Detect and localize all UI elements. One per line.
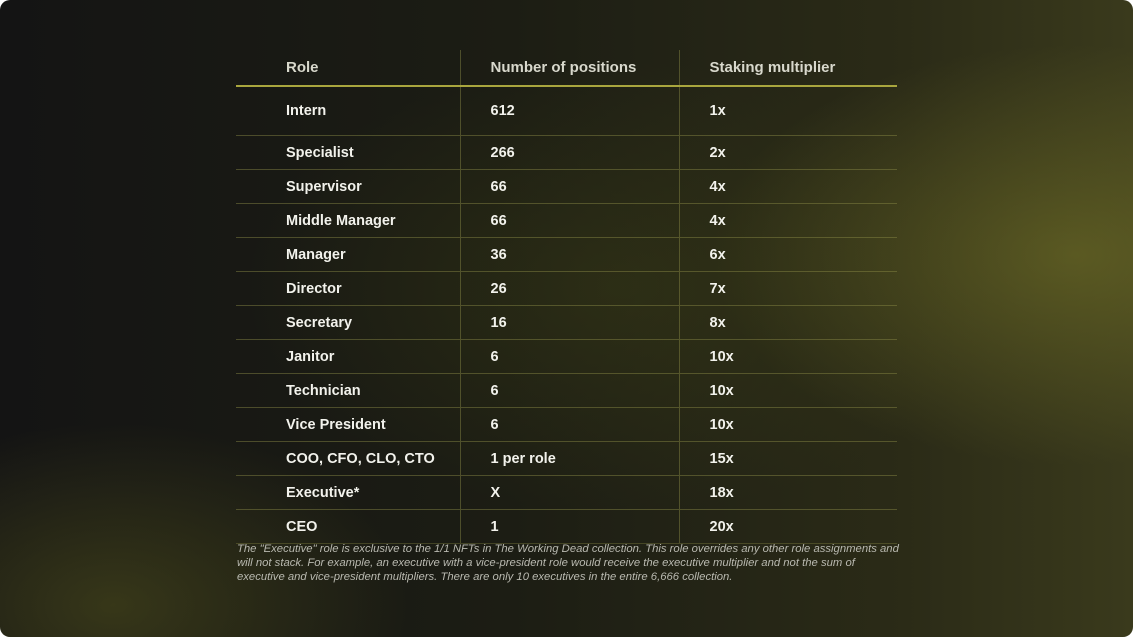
multiplier-cell: 20x [679, 510, 897, 544]
table-row [236, 442, 897, 476]
multiplier-cell: 10x [679, 340, 897, 374]
multiplier-cell: 10x [679, 374, 897, 408]
table-row [236, 170, 897, 204]
multiplier-cell: 8x [679, 306, 897, 340]
header-staking-multiplier: Staking multiplier [679, 50, 897, 86]
role-cell: Technician [236, 374, 460, 408]
executive-footnote: The "Executive" role is exclusive to the 1/1 NFTs in The Working Dead collection. This role overrides any other role assignments and will not stack. For example, an executive with a vice-president role would receive the executive multiplier and not the sum of executive and vice-president multipliers. There are only 10 executives in the entire 6,666 collection. [237, 543, 899, 584]
header-role: Role [236, 50, 460, 86]
table-row [236, 204, 897, 238]
positions-cell: X [460, 476, 679, 510]
role-cell: Executive* [236, 476, 460, 510]
table-row [236, 238, 897, 272]
multiplier-cell: 4x [679, 170, 897, 204]
multiplier-cell: 7x [679, 272, 897, 306]
table-row [236, 510, 897, 544]
role-cell: COO, CFO, CLO, CTO [236, 442, 460, 476]
positions-cell: 6 [460, 374, 679, 408]
role-cell: CEO [236, 510, 460, 544]
role-cell: Vice President [236, 408, 460, 442]
role-cell: Supervisor [236, 170, 460, 204]
positions-cell: 6 [460, 408, 679, 442]
table-row [236, 374, 897, 408]
role-cell: Middle Manager [236, 204, 460, 238]
table-row [236, 136, 897, 170]
role-cell: Secretary [236, 306, 460, 340]
table-row [236, 340, 897, 374]
multiplier-cell: 4x [679, 204, 897, 238]
table-row [236, 408, 897, 442]
header-number-of-positions: Number of positions [460, 50, 679, 86]
multiplier-cell: 10x [679, 408, 897, 442]
positions-cell: 612 [460, 86, 679, 136]
positions-cell: 1 per role [460, 442, 679, 476]
positions-cell: 66 [460, 204, 679, 238]
roles-multiplier-table [236, 50, 897, 544]
positions-cell: 26 [460, 272, 679, 306]
role-cell: Specialist [236, 136, 460, 170]
positions-cell: 1 [460, 510, 679, 544]
multiplier-cell: 18x [679, 476, 897, 510]
role-cell: Janitor [236, 340, 460, 374]
multiplier-cell: 6x [679, 238, 897, 272]
positions-cell: 16 [460, 306, 679, 340]
positions-cell: 266 [460, 136, 679, 170]
table-row [236, 86, 897, 136]
multiplier-cell: 2x [679, 136, 897, 170]
positions-cell: 36 [460, 238, 679, 272]
role-cell: Manager [236, 238, 460, 272]
table-row [236, 306, 897, 340]
multiplier-cell: 15x [679, 442, 897, 476]
multiplier-cell: 1x [679, 86, 897, 136]
positions-cell: 66 [460, 170, 679, 204]
role-cell: Director [236, 272, 460, 306]
positions-cell: 6 [460, 340, 679, 374]
role-cell: Intern [236, 86, 460, 136]
table-header-row [236, 50, 897, 86]
table-row [236, 476, 897, 510]
roles-table-wrapper [236, 50, 897, 544]
table-row [236, 272, 897, 306]
